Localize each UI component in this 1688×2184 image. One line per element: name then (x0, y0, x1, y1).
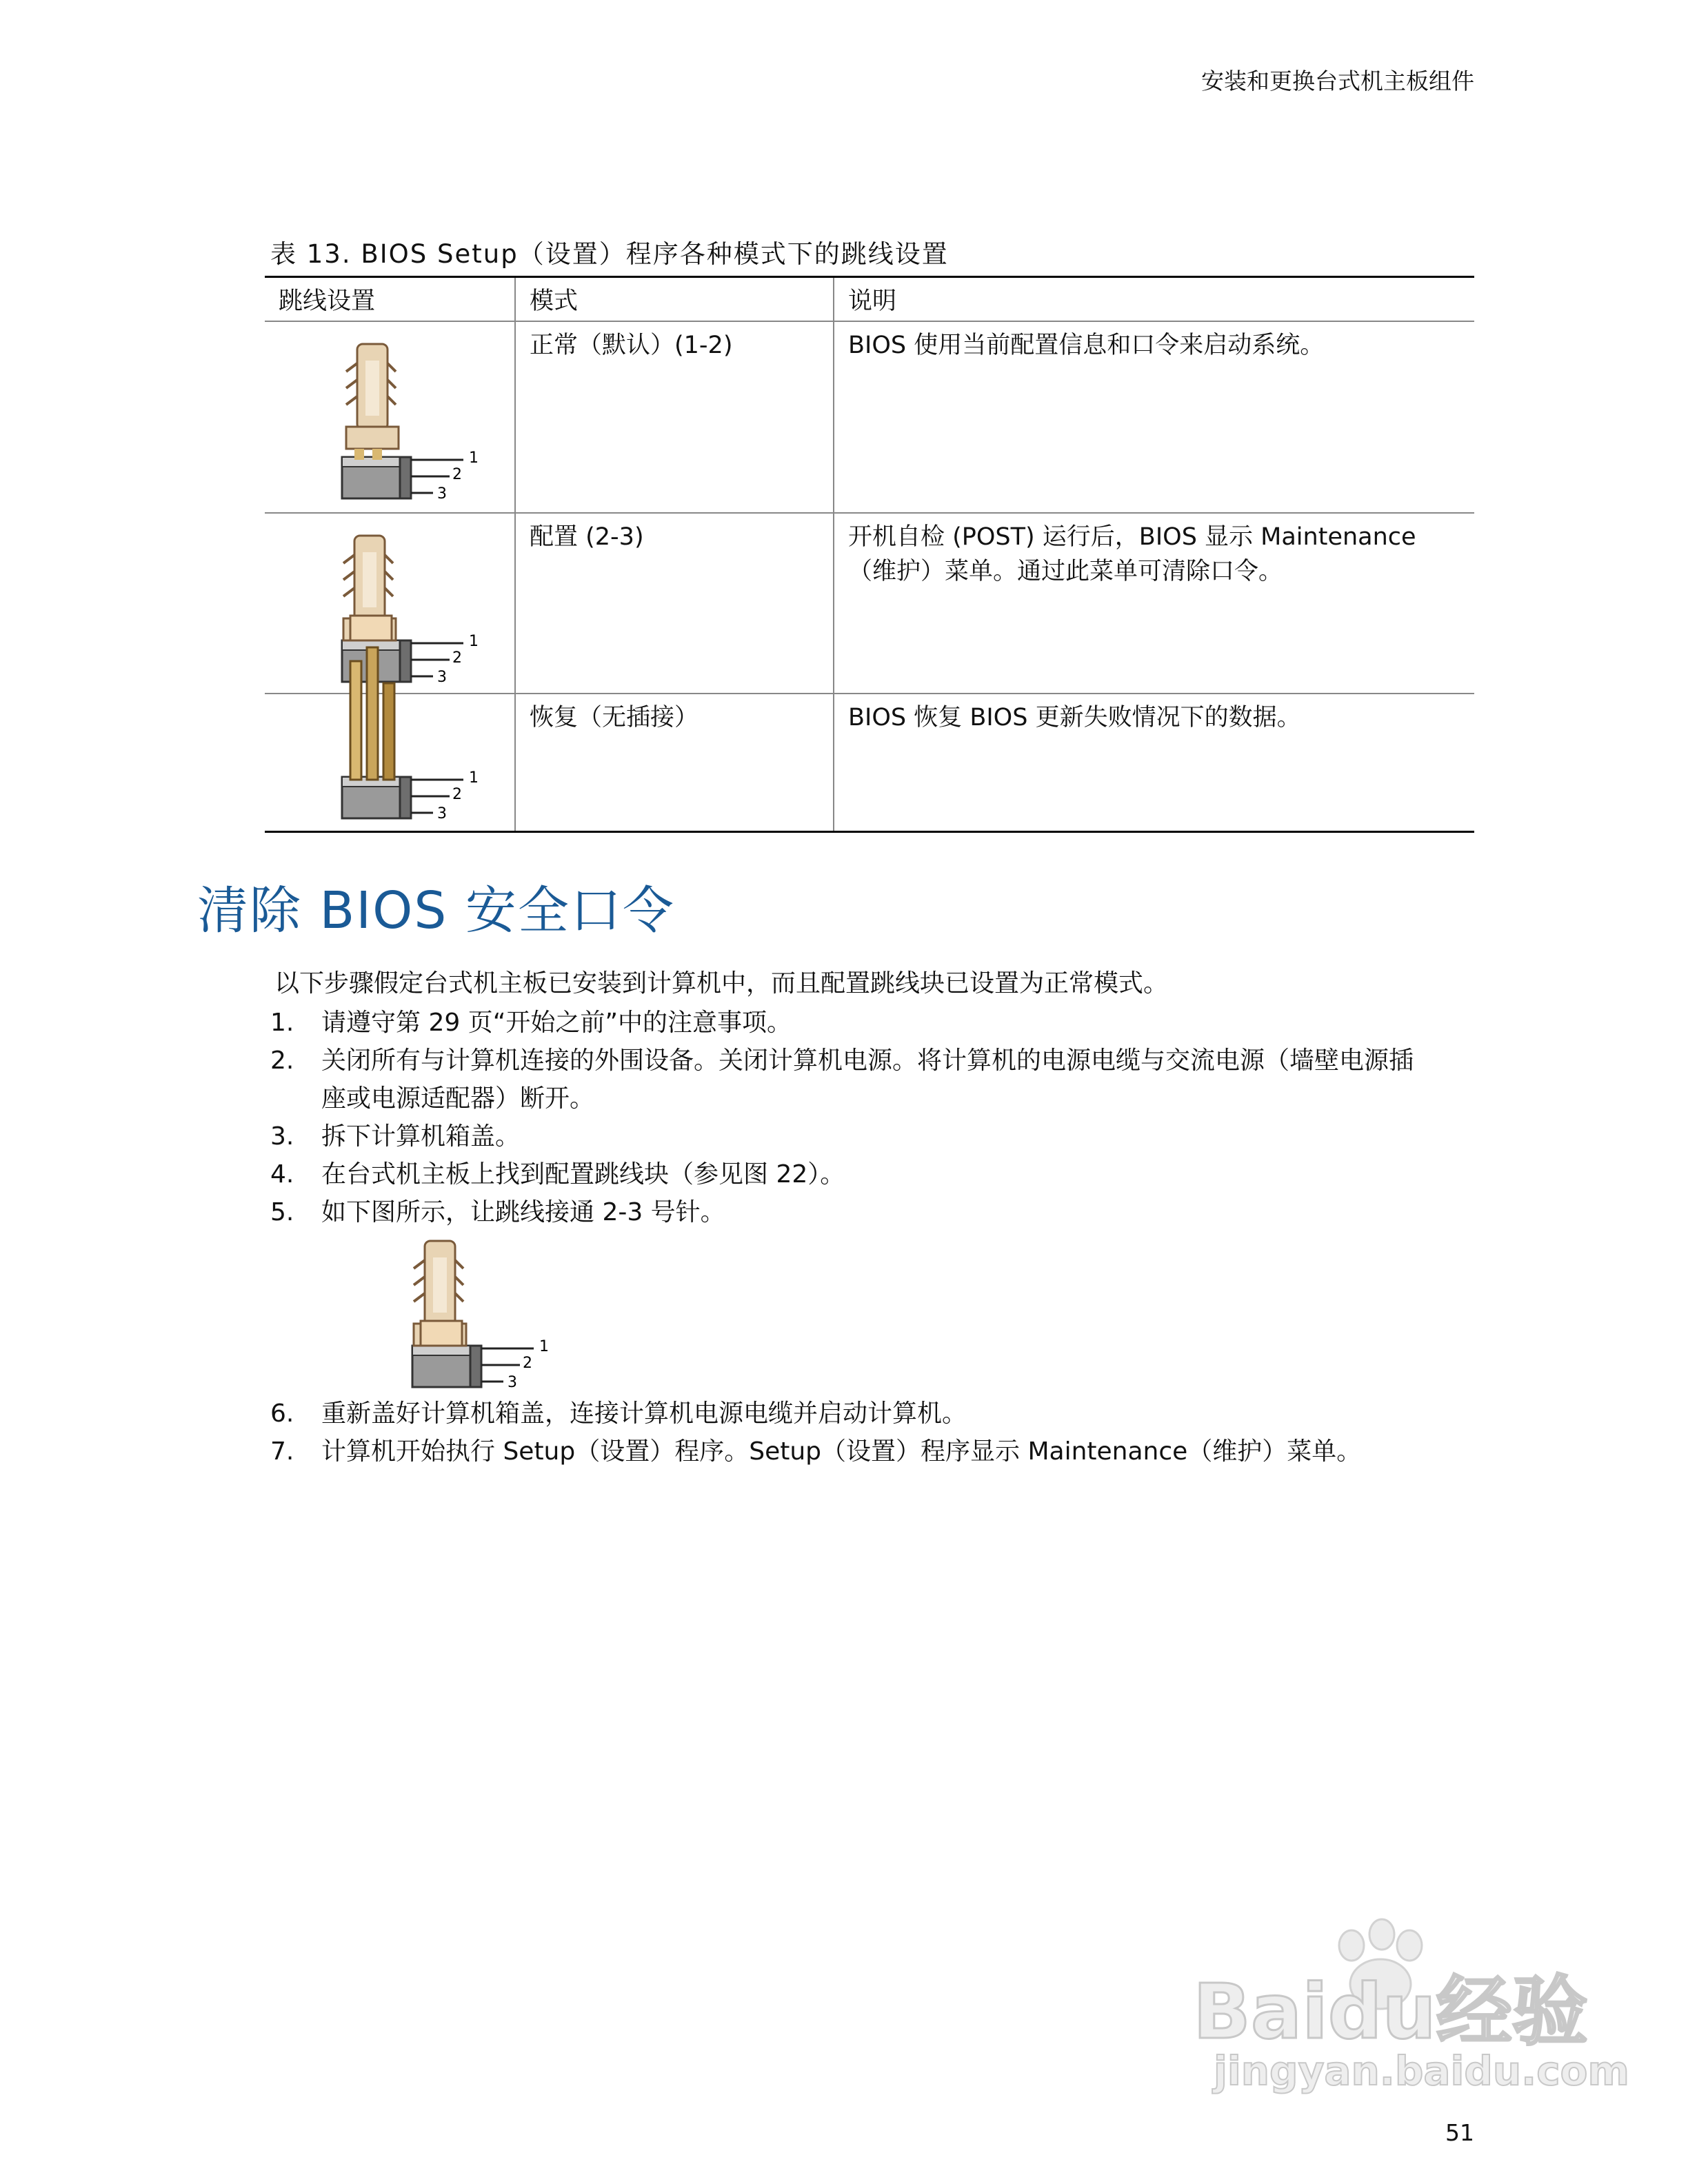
no-jumper-illustration (265, 694, 479, 822)
jumper-cell (265, 321, 515, 513)
baidu-watermark (1186, 1907, 1629, 2094)
mode-cell: 恢复（无插接） (515, 694, 834, 832)
list-item (270, 1042, 1452, 1118)
pin-label-1: 1 (469, 633, 479, 650)
steps-list-continued (270, 1395, 1452, 1470)
pin-label-1: 1 (469, 449, 479, 467)
pin-label-3: 3 (437, 669, 447, 686)
pin-label-1: 1 (469, 769, 479, 787)
step-text: 在台式机主板上找到配置跳线块（参见图 22）。 (321, 1160, 845, 1189)
pin-label-2: 2 (452, 649, 462, 667)
step-text: 如下图所示，让跳线接通 2-3 号针。 (321, 1198, 725, 1226)
step-number: 4. (270, 1160, 294, 1189)
section-title: 清除 BIOS 安全口令 (197, 881, 675, 940)
step-text: 重新盖好计算机箱盖，连接计算机电源电缆并启动计算机。 (321, 1399, 967, 1428)
list-item (270, 1118, 1452, 1155)
mode-cell: 配置 (2-3) (515, 513, 834, 694)
step-number: 3. (270, 1122, 294, 1151)
pin-label-3: 3 (437, 805, 447, 822)
step-number: 1. (270, 1009, 294, 1037)
list-item (270, 1395, 1452, 1433)
list-item (270, 1155, 1452, 1193)
page-number: 51 (1445, 2119, 1474, 2146)
table-row (265, 694, 1474, 832)
mode-cell: 正常（默认）(1-2) (515, 321, 834, 513)
list-item (270, 1433, 1452, 1470)
column-header-mode: 模式 (515, 277, 834, 322)
step-number: 6. (270, 1399, 294, 1428)
table-caption: 表 13. BIOS Setup（设置）程序各种模式下的跳线设置 (270, 239, 949, 269)
description-cell: BIOS 使用当前配置信息和口令来启动系统。 (834, 321, 1474, 513)
list-item (270, 1193, 1452, 1231)
intro-paragraph: 以下步骤假定台式机主板已安装到计算机中，而且配置跳线块已设置为正常模式。 (274, 969, 1169, 998)
step-text: 拆下计算机箱盖。 (321, 1122, 521, 1151)
step-text: 计算机开始执行 Setup（设置）程序。Setup（设置）程序显示 Maintenance（维护）菜单。 (321, 1437, 1362, 1466)
jumper-settings-table (265, 276, 1474, 833)
step-text: 请遵守第 29 页“开始之前”中的注意事项。 (321, 1009, 792, 1037)
jumper-1-2-illustration (265, 322, 479, 503)
jumper-2-3-illustration (265, 514, 479, 686)
list-item (270, 1004, 1452, 1042)
watermark-brand: Baidu经验 (1193, 1968, 1588, 2056)
pin-label-1: 1 (539, 1338, 549, 1355)
pin-label-3: 3 (437, 485, 447, 503)
step-number: 5. (270, 1198, 294, 1226)
column-header-jumper: 跳线设置 (265, 277, 515, 322)
pin-label-2: 2 (452, 786, 462, 803)
steps-list (270, 1004, 1452, 1231)
pin-label-3: 3 (508, 1374, 517, 1391)
table-row (265, 321, 1474, 513)
table-header-row (265, 277, 1474, 322)
jumper-cell (265, 513, 515, 694)
table-row (265, 513, 1474, 694)
watermark-url: jingyan.baidu.com (1214, 2048, 1629, 2094)
step-number: 7. (270, 1437, 294, 1466)
pin-label-2: 2 (523, 1355, 532, 1372)
jumper-2-3-step-illustration (388, 1241, 553, 1390)
description-cell: 开机自检 (POST) 运行后，BIOS 显示 Maintenance（维护）菜单。通过此菜单可清除口令。 (834, 513, 1474, 694)
running-header: 安装和更换台式机主板组件 (1201, 68, 1474, 94)
column-header-description: 说明 (834, 277, 1474, 322)
pin-label-2: 2 (452, 466, 462, 483)
step-text: 关闭所有与计算机连接的外围设备。关闭计算机电源。将计算机的电源电缆与交流电源（墙壁电源插座或电源适配器）断开。 (321, 1046, 1414, 1113)
description-cell: BIOS 恢复 BIOS 更新失败情况下的数据。 (834, 694, 1474, 832)
step-number: 2. (270, 1046, 294, 1075)
jumper-cell (265, 694, 515, 832)
